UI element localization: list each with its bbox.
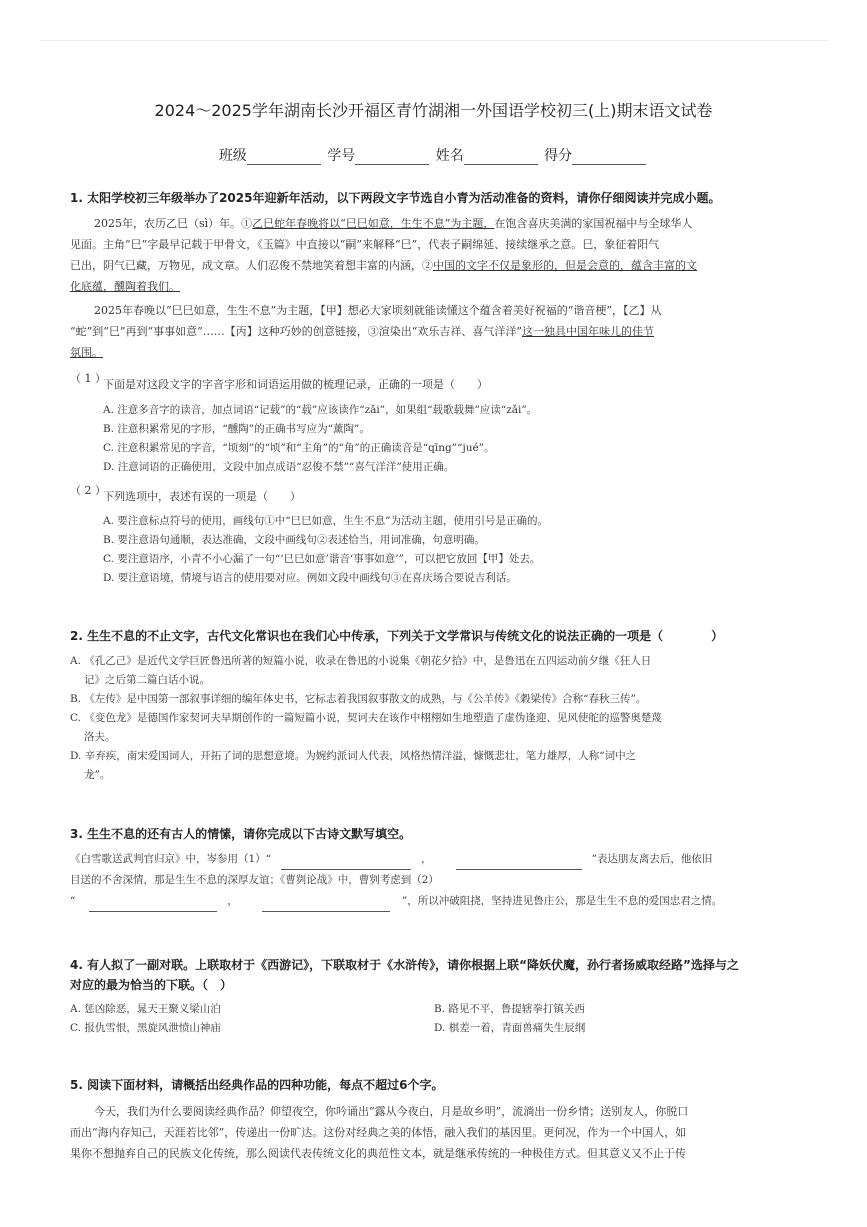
q1-sub2-option-d[interactable]: D. 要注意语境，情境与语言的使用要对应。例如文段中画线句③在喜庆场合要说吉利话。: [103, 572, 517, 584]
q1-sub2-number: （ 2 ）: [70, 484, 106, 497]
field-name-label: 姓名: [435, 148, 464, 164]
q5-heading: 5. 阅读下面材料，请概括出经典作品的四种功能，每点不超过6个字。: [70, 1078, 444, 1092]
q2-options: [70, 652, 800, 785]
q1-underline-sentence-2a: 中国的文字不仅是象形的，但是会意的，蕴含丰富的文: [433, 259, 697, 272]
top-divider: [40, 40, 828, 41]
q1-underline-sentence-2b: 化底蕴，醺陶着我们。: [70, 280, 180, 293]
q3-blank-1[interactable]: [281, 857, 411, 870]
q1-sub1-number: （ 1 ）: [70, 372, 106, 385]
q1-passage-2: [70, 300, 800, 363]
q3-blank-2[interactable]: [456, 857, 582, 870]
q1-sub2-options: [103, 512, 548, 588]
q5-line2: 而出“海内存知己，天涯若比邻”，传递出一份旷达。这份对经典之美的体悟，融入我们的基因里。更何况，作为一个中国人，如: [70, 1126, 687, 1139]
q1-sub2-option-b[interactable]: B. 要注意语句通顺，表达准确，文段中画线句②表述恰当，用词准确，句意明确。: [103, 534, 485, 546]
student-info-fields: [0, 145, 867, 165]
q1-p1-line1-b: 在饱含喜庆美满的家国祝福中与全球华人: [494, 217, 693, 230]
q3-line3-a: “: [70, 895, 76, 907]
q3-line3-comma: ，: [227, 895, 238, 907]
q5-passage: [70, 1101, 800, 1164]
q2-option-d-line2: 龙”。: [84, 769, 111, 781]
q1-p1-line2: 见面。主角“巳”字最早记载于甲骨文，《玉篇》中直接以“嗣”来解释“巳”，代表子嗣绵延、接续继承之意。巳，象征着阳气: [70, 238, 660, 251]
q3-blank-4[interactable]: [262, 899, 390, 912]
field-score-label: 得分: [544, 148, 573, 164]
q4-heading: [70, 955, 810, 995]
q1-heading: 1. 太阳学校初三年级举办了2025年迎新年活动，以下两段文字节选自小青为活动准备的资料，请你仔细阅读并完成小题。: [70, 191, 721, 205]
q4-options: [70, 1000, 800, 1038]
q2-option-a[interactable]: [70, 652, 800, 690]
q1-sub1-stem: 下面是对这段文字的字音字形和词语运用做的梳理记录，正确的一项是（ ）: [103, 378, 488, 391]
q3-line2: 目送的不舍深情，那是生生不息的深厚友谊；《曹刿论战》中，曹刿考虑到（2）: [70, 874, 439, 886]
q4-option-c[interactable]: C. 报仇雪恨，黑旋风泄愤山神庙: [70, 1022, 221, 1034]
q1-sub1-option-d[interactable]: D. 注意词语的正确使用，文段中加点成语“忍俊不禁”“喜气洋洋”使用正确。: [103, 461, 455, 473]
q3-heading: 3. 生生不息的还有古人的情愫，请你完成以下古诗文默写填空。: [70, 827, 412, 841]
field-number-blank[interactable]: [355, 150, 429, 165]
q1-underline-sentence-3b: 氛围。: [70, 346, 103, 359]
q4-heading-line1: 4. 有人拟了一副对联。上联取材于《西游记》，下联取材于《水浒传》，请你根据上联“降妖伏魔，孙行者扬威取经路”选择与之: [70, 958, 739, 972]
field-number-label: 学号: [327, 148, 356, 164]
q1-sub2-stem: 下列选项中，表述有误的一项是（ ）: [103, 490, 301, 503]
q1-sub1-option-a[interactable]: A. 注意多音字的读音，加点词语“记载”的“载”应该读作“zǎi”，如果组“载歌载舞”应读“zǎi”。: [103, 404, 538, 416]
q2-option-c-line1: C. 《变色龙》是德国作家契诃夫早期创作的一篇短篇小说，契诃夫在该作中栩栩如生地塑造了虚伪逢迎、见风使舵的巡警奥楚蔑: [70, 712, 662, 724]
q2-option-b[interactable]: [70, 690, 800, 709]
q3-line1-a: 《白雪歌送武判官归京》中，岑参用（1）“: [70, 853, 272, 865]
q2-option-a-line1: A. 《孔乙己》是近代文学巨匠鲁迅所著的短篇小说，收录在鲁迅的小说集《朝花夕拾》中，是鲁迅在五四运动前夕继《狂人日: [70, 655, 652, 667]
q4-option-b[interactable]: B. 路见不平，鲁提辖拳打镇关西: [434, 1003, 585, 1015]
field-score-blank[interactable]: [572, 150, 646, 165]
q4-option-a[interactable]: A. 惩凶除恶，晁天王聚义梁山泊: [70, 1003, 221, 1015]
q1-passage-1: [70, 213, 800, 297]
q2-option-d[interactable]: [70, 747, 800, 785]
q2-option-b-line1: B. 《左传》是中国第一部叙事详细的编年体史书，它标志着我国叙事散文的成熟，与《公羊传》《穀梁传》合称“春秋三传”。: [70, 693, 647, 705]
q1-underline-sentence-1: 乙巳蛇年春晚将以“巳巳如意，生生不息”为主题，: [252, 217, 495, 230]
q2-option-c[interactable]: [70, 709, 800, 747]
q5-line1: 今天，我们为什么要阅读经典作品？仰望夜空，你吟诵出“露从今夜白，月是故乡明”，流淌出一份乡情；送别友人，你脱口: [94, 1105, 689, 1118]
q1-sub1-options: [103, 401, 537, 477]
q4-option-d[interactable]: D. 棋差一着，青面兽痛失生辰纲: [434, 1022, 586, 1034]
q2-option-c-line2: 洛夫。: [84, 731, 116, 743]
field-class-blank[interactable]: [247, 150, 321, 165]
q1-p1-line3-a: 已出，阴气已藏，万物见，成文章。人们忍俊不禁地笑着想丰富的内涵，②: [70, 259, 433, 272]
page-title: 2024～2025学年湖南长沙开福区青竹湖湘一外国语学校初三(上)期末语文试卷: [154, 101, 713, 120]
q5-line3: 果你不想抛弃自己的民族文化传统，那么阅读代表传统文化的典范性文本，就是继承传统的一种极佳方式。但其意义又不止于传: [70, 1147, 686, 1160]
q1-p1-line1-a: 2025年，农历乙巳（sì）年。①: [94, 217, 253, 230]
q1-sub1-option-c[interactable]: C. 注意积累常见的字音，“顷刻”的“顷”和“主角”的“角”的正确读音是“qīng”“jué”。: [103, 442, 495, 454]
q3-line1-comma: ，: [421, 853, 432, 865]
q2-option-a-line2: 记》之后第二篇白话小说。: [84, 674, 210, 686]
q1-underline-sentence-3a: 这一独具中国年味儿的佳节: [522, 325, 654, 338]
q2-option-d-line1: D. 辛弃疾，南宋爱国词人，开拓了词的思想意境。为婉约派词人代表，风格热情洋溢，慷慨悲壮，笔力雄厚，人称“词中之: [70, 750, 637, 762]
q1-p2-line2-a: “蛇”到“巳”再到“事事如意”……【丙】这种巧妙的创意链接，③渲染出“欢乐吉祥、喜气洋洋”: [70, 325, 522, 338]
q2-heading: 2. 生生不息的不止文字，古代文化常识也在我们心中传承，下列关于文学常识与传统文化的说法正确的一项是（ ）: [70, 629, 724, 643]
q3-blank-3[interactable]: [89, 899, 217, 912]
q1-sub1-option-b[interactable]: B. 注意积累常见的字形，“醺陶”的正确书写应为“薰陶”。: [103, 423, 370, 435]
q3-body: [70, 849, 800, 912]
field-name-blank[interactable]: [464, 150, 538, 165]
q4-heading-line2: 对应的最为恰当的下联。（ ）: [70, 978, 233, 992]
q3-line1-c: ”表达朋友离去后，他依旧: [591, 853, 713, 865]
q1-sub2-option-a[interactable]: A. 要注意标点符号的使用，画线句①中“巳巳如意，生生不息”为活动主题，使用引号是正确的。: [103, 515, 548, 527]
q1-sub2-option-c[interactable]: C. 要注意语序，小青不小心漏了一句“‘巳巳如意’谐音‘事事如意’”，可以把它放回【甲】处去。: [103, 553, 541, 565]
q1-p2-line1: 2025年春晚以“巳巳如意，生生不息”为主题，【甲】想必大家顷刻就能读懂这个蕴含着美好祝福的“谐音梗”，【乙】从: [94, 304, 662, 317]
field-class-label: 班级: [218, 148, 247, 164]
q3-line3-c: ”，所以冲破阻挠，坚持进见鲁庄公，那是生生不息的爱国忠君之情。: [401, 895, 723, 907]
